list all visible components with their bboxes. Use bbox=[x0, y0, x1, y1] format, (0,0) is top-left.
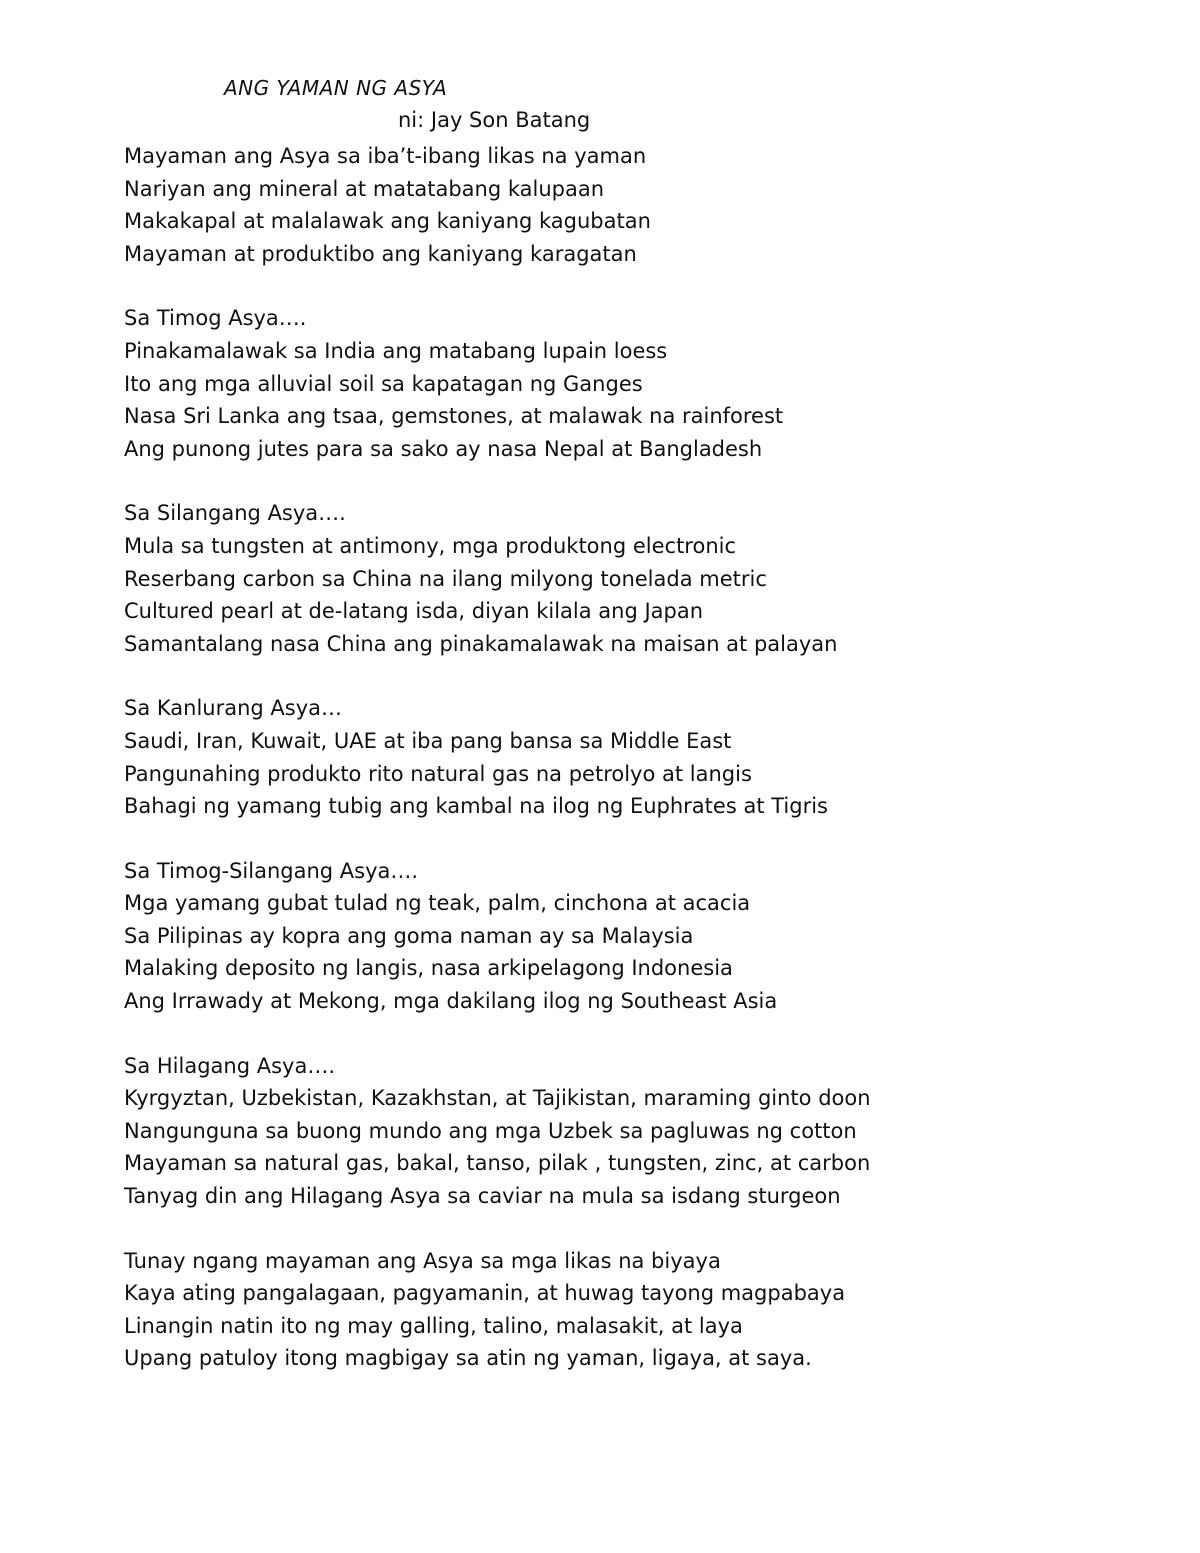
poem-line: Pangunahing produkto rito natural gas na petrolyo at langis bbox=[124, 761, 752, 786]
stanza-heading: Sa Silangang Asya…. bbox=[124, 501, 346, 526]
poem-line: Mula sa tungsten at antimony, mga produktong electronic bbox=[124, 533, 737, 558]
poem-line: Upang patuloy itong magbigay sa atin ng yaman, ligaya, at saya. bbox=[124, 1346, 812, 1371]
poem-line: Mayaman at produktibo ang kaniyang karagatan bbox=[124, 241, 637, 266]
poem-line: Samantalang nasa China ang pinakamalawak na maisan at palayan bbox=[124, 631, 838, 656]
poem-line: Nangunguna sa buong mundo ang mga Uzbek sa pagluwas ng cotton bbox=[124, 1118, 857, 1143]
stanza-kanlurang-asya bbox=[124, 692, 1124, 822]
stanza-closing bbox=[124, 1245, 1124, 1375]
poem-line: Malaking deposito ng langis, nasa arkipelagong Indonesia bbox=[124, 956, 733, 981]
poem-title: ANG YAMAN NG ASYA bbox=[224, 76, 448, 100]
poem-line: Cultured pearl at de-latang isda, diyan kilala ang Japan bbox=[124, 599, 704, 624]
poem-line: Nasa Sri Lanka ang tsaa, gemstones, at malawak na rainforest bbox=[124, 404, 784, 429]
poem-line: Mayaman sa natural gas, bakal, tanso, pilak , tungsten, zinc, at carbon bbox=[124, 1151, 871, 1176]
poem-line: Linangin natin ito ng may galling, talino, malasakit, at laya bbox=[124, 1313, 743, 1338]
stanza-heading: Sa Kanlurang Asya… bbox=[124, 696, 343, 721]
poem-line: Ang punong jutes para sa sako ay nasa Nepal at Bangladesh bbox=[124, 436, 763, 461]
poem-line: Kaya ating pangalagaan, pagyamanin, at huwag tayong magpabaya bbox=[124, 1281, 846, 1306]
poem-line: Pinakamalawak sa India ang matabang lupain loess bbox=[124, 338, 668, 363]
stanza-timog-asya bbox=[124, 302, 1124, 465]
poem-line: Saudi, Iran, Kuwait, UAE at iba pang bansa sa Middle East bbox=[124, 728, 732, 753]
poem-line: Tunay ngang mayaman ang Asya sa mga likas na biyaya bbox=[124, 1248, 721, 1273]
poem-line: Tanyag din ang Hilagang Asya sa caviar na mula sa isdang sturgeon bbox=[124, 1184, 841, 1209]
poem-line: Makakapal at malalawak ang kaniyang kagubatan bbox=[124, 209, 651, 234]
stanza-hilagang-asya bbox=[124, 1050, 1124, 1213]
poem-line: Reserbang carbon sa China na ilang milyong tonelada metric bbox=[124, 566, 767, 591]
poem-author: ni: Jay Son Batang bbox=[398, 108, 591, 132]
stanza-heading: Sa Timog-Silangang Asya…. bbox=[124, 858, 419, 883]
poem-line: Mayaman ang Asya sa iba’t-ibang likas na yaman bbox=[124, 144, 647, 168]
stanza-silangang-asya bbox=[124, 497, 1124, 660]
poem-line: Mga yamang gubat tulad ng teak, palm, cinchona at acacia bbox=[124, 891, 751, 916]
poem-line: Sa Pilipinas ay kopra ang goma naman ay sa Malaysia bbox=[124, 923, 694, 948]
stanza-timog-silangang-asya bbox=[124, 855, 1124, 1018]
poem-line: Ang Irrawady at Mekong, mga dakilang ilog ng Southeast Asia bbox=[124, 989, 778, 1014]
poem-body bbox=[124, 140, 1124, 1407]
poem-line: Ito ang mga alluvial soil sa kapatagan ng Ganges bbox=[124, 371, 643, 396]
stanza-heading: Sa Timog Asya…. bbox=[124, 306, 307, 331]
stanza-intro bbox=[124, 140, 1124, 270]
poem-line: Bahagi ng yamang tubig ang kambal na ilog ng Euphrates at Tigris bbox=[124, 794, 828, 819]
poem-line: Kyrgyztan, Uzbekistan, Kazakhstan, at Tajikistan, maraming ginto doon bbox=[124, 1086, 871, 1111]
poem-line: Nariyan ang mineral at matatabang kalupaan bbox=[124, 176, 605, 201]
stanza-heading: Sa Hilagang Asya…. bbox=[124, 1053, 335, 1078]
